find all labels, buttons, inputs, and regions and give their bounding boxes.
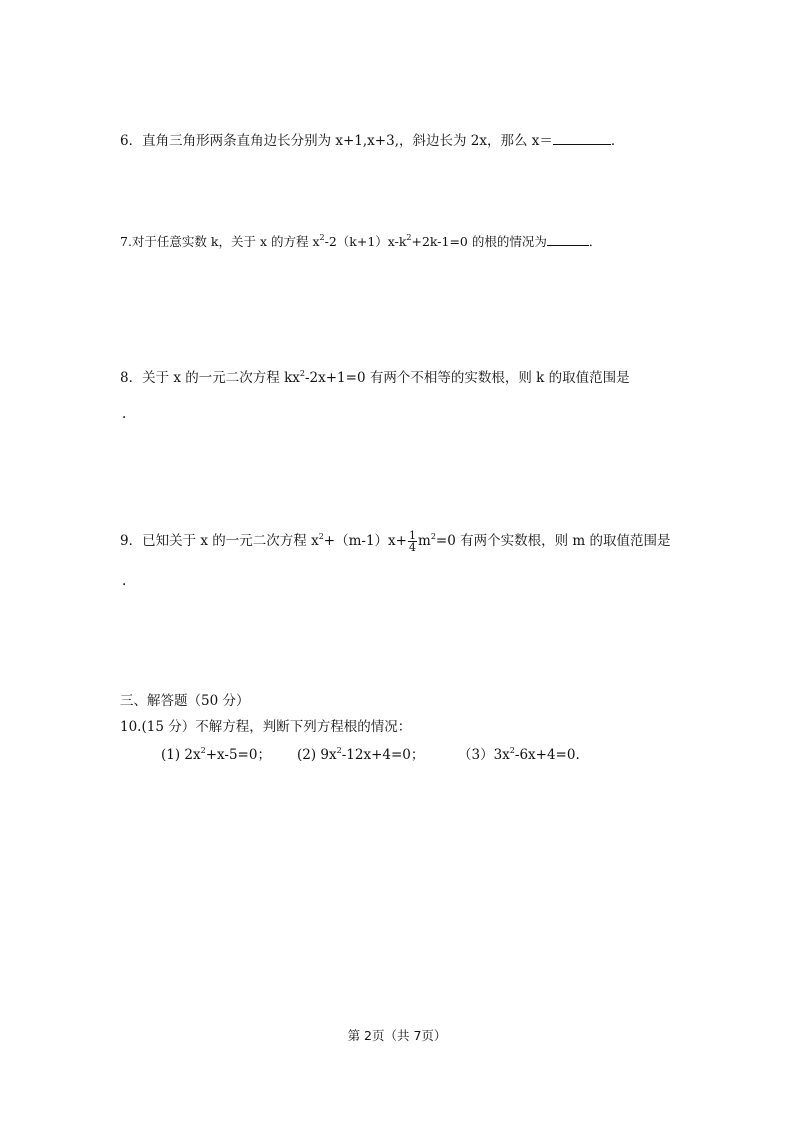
question-9: 9．已知关于 x 的一元二次方程 $x^2+(m-1)x+$ $\frac{1}{4}$ $m^2=0$ 有两个实数根，则 m 的取值范围是 bbox=[120, 529, 671, 554]
question-9-blank-dot: ． bbox=[122, 573, 136, 589]
answer-blank[interactable] bbox=[553, 132, 611, 145]
question-10-part-1: (1) $2x^2+x-5=0$； bbox=[161, 746, 271, 763]
question-10-part-3: $(3)3x^2-6x+4=0$. bbox=[458, 746, 580, 763]
question-6-text: 6．直角三角形两条直角边长分别为 x+1,x+3,，斜边长为 2x，那么 x＝ bbox=[120, 133, 553, 149]
question-8: 8．关于 x 的一元二次方程 $kx^2-2x+1=0$ 有两个不相等的实数根，则 k 的取值范围是 bbox=[120, 369, 630, 386]
section-3-title: 三、解答题（50 分） bbox=[120, 693, 250, 709]
question-10-title: 10.(15 分）不解方程，判断下列方程根的情况： bbox=[120, 719, 412, 735]
question-10-part-2: (2) $9x^2-12x+4=0$； bbox=[297, 746, 425, 763]
question-7: 7.对于任意实数 k，关于 x 的方程 $x^2-2(k+1)x-k^2+2k-1=0$ 的根的情况为 ． bbox=[120, 233, 602, 249]
page-footer: 第 2页（共 7页） bbox=[347, 1028, 447, 1043]
answer-blank[interactable] bbox=[547, 233, 589, 246]
question-8-blank-dot: ． bbox=[122, 406, 136, 422]
fraction-one-quarter: $\frac{1}{4}$ bbox=[409, 529, 416, 554]
question-6: 6．直角三角形两条直角边长分别为 x+1,x+3,，斜边长为 2x，那么 x＝ ． bbox=[120, 133, 625, 149]
